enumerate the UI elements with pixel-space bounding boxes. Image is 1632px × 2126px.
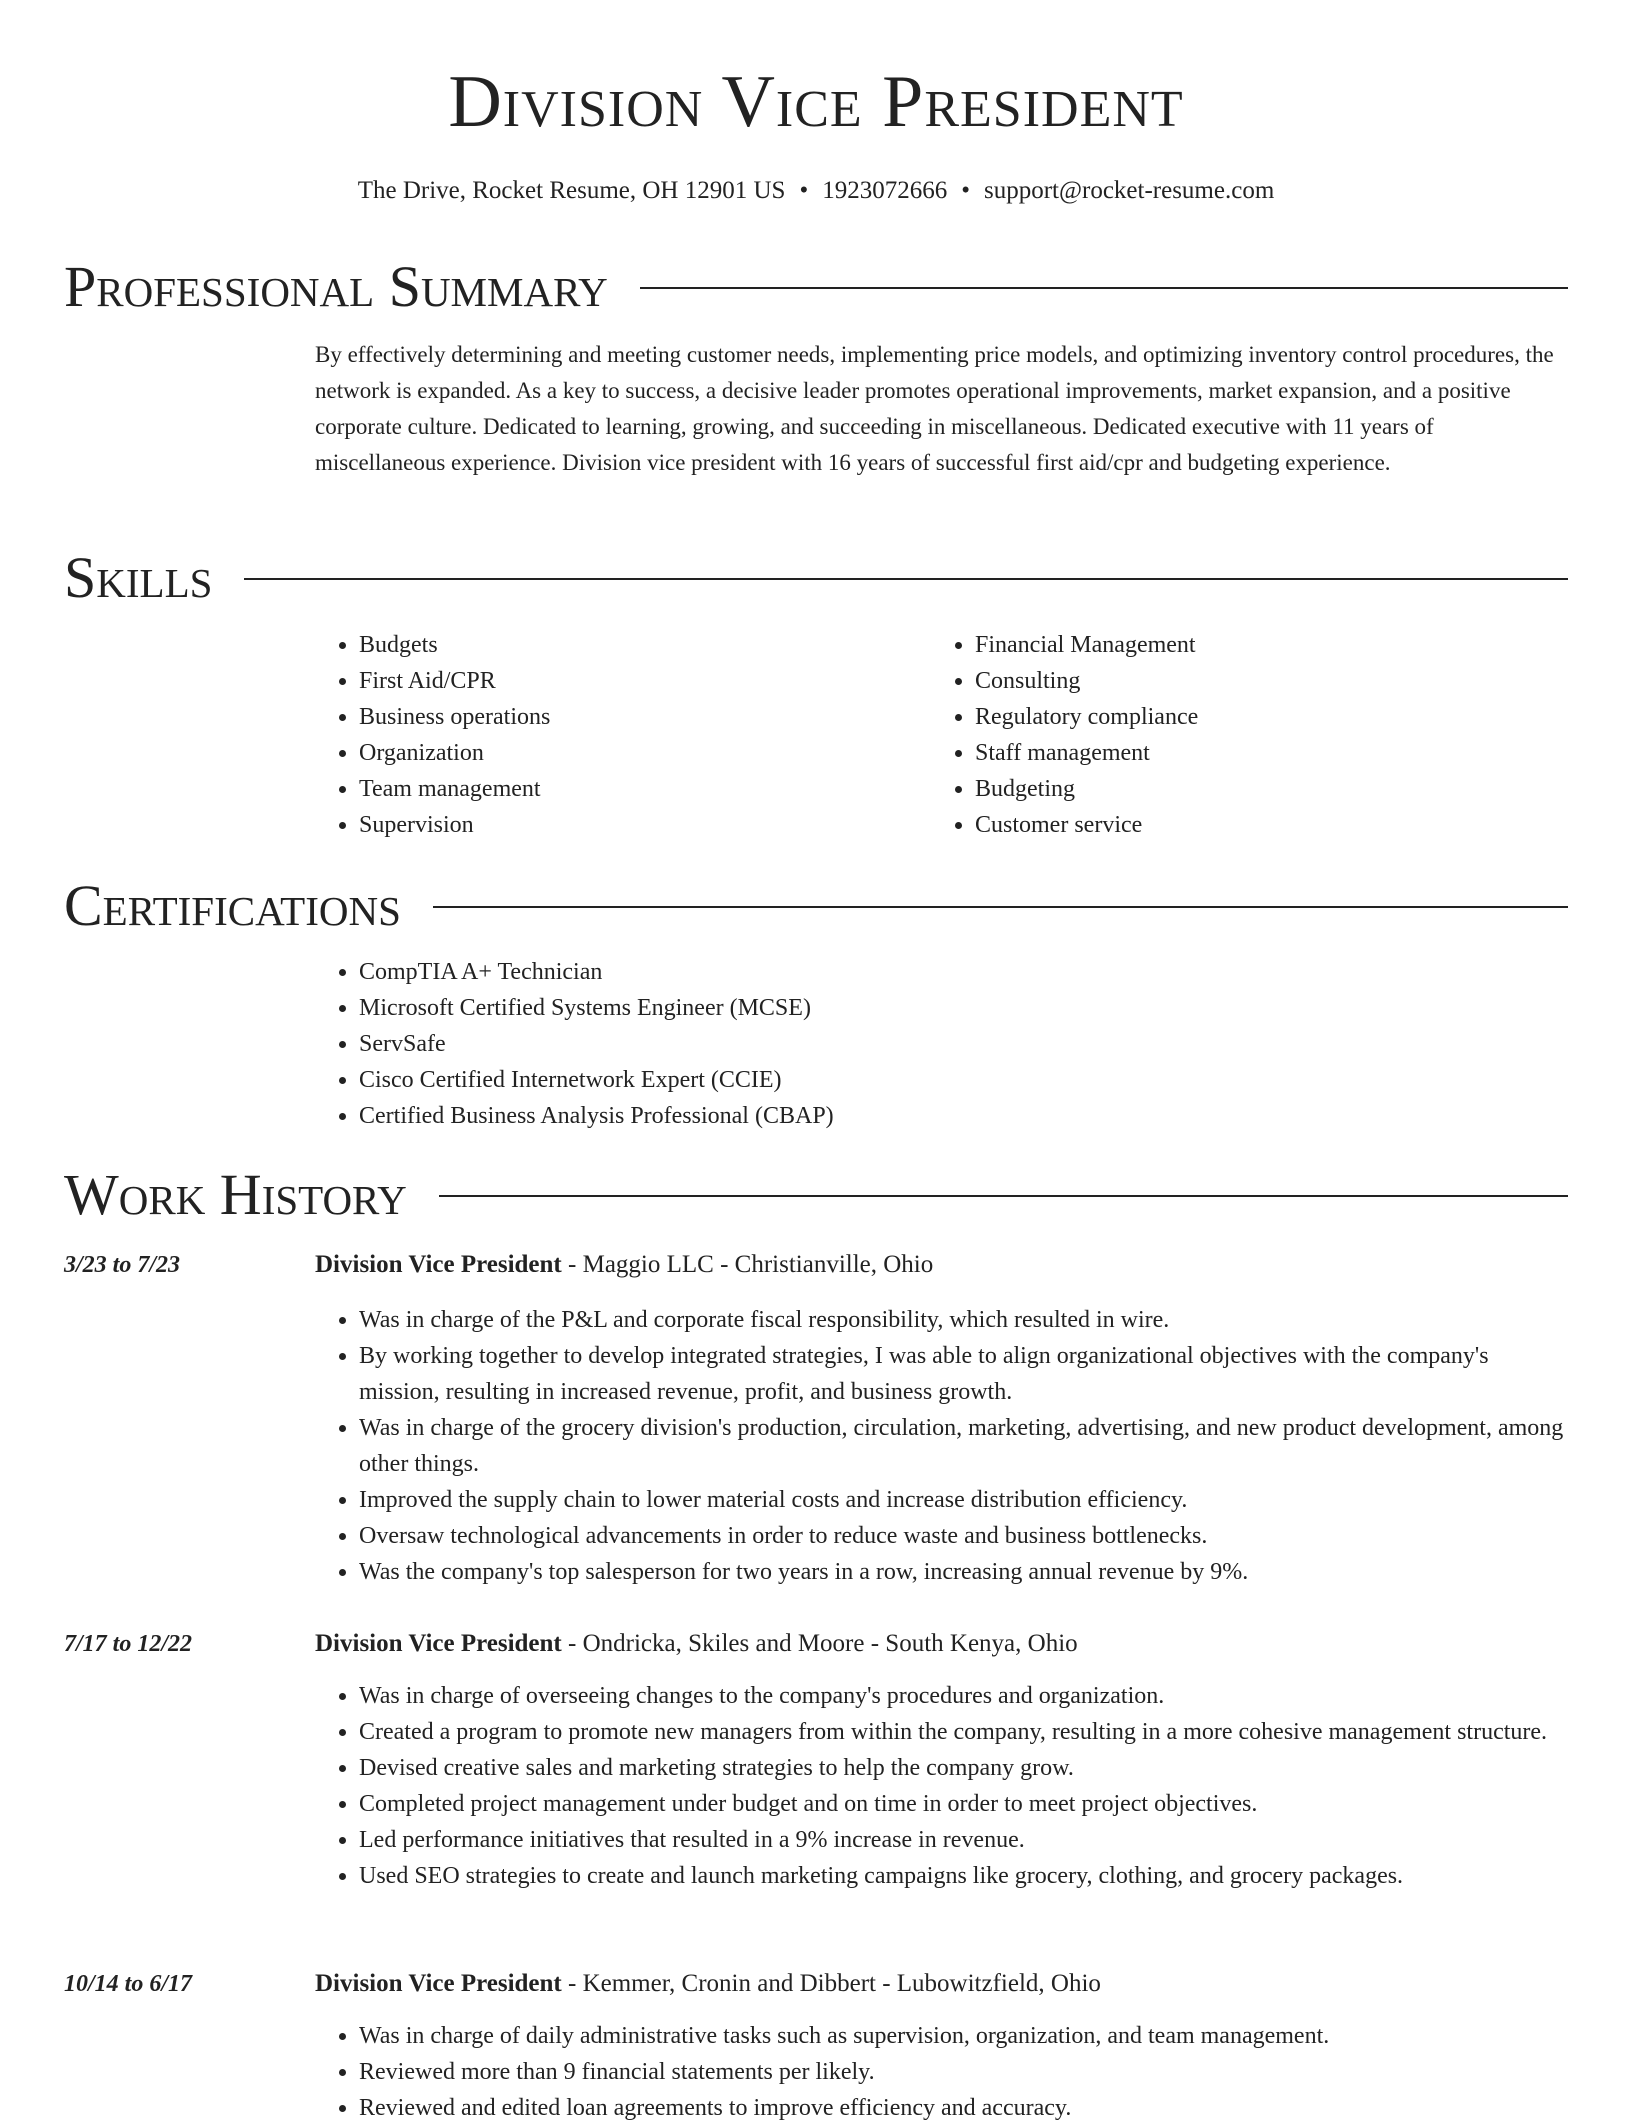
job-duties (315, 2018, 1575, 2126)
section-divider (433, 906, 1568, 908)
section-divider (244, 578, 1568, 580)
job-dates: 10/14 to 6/17 (64, 1971, 193, 1997)
skills-section-header (64, 543, 1568, 613)
job-duty-item: • Devised creative sales and marketing strategies to help the company grow. (359, 1750, 1575, 1786)
certification-item: • Cisco Certified Internetwork Expert (CCIE) (359, 1062, 834, 1098)
contact-separator: • (799, 177, 809, 204)
skill-item: • Customer service (975, 807, 1198, 843)
certification-item: • Certified Business Analysis Professional (CBAP) (359, 1098, 834, 1134)
job-title: Division Vice President (315, 1630, 562, 1657)
summary-heading: Professional Summary (64, 254, 608, 319)
skill-item: • Consulting (975, 663, 1198, 699)
skill-item: • Supervision (359, 807, 550, 843)
job-duty-item: • By working together to develop integrated strategies, I was able to align organizational objectives with the company's mission, resulting in increased revenue, profit, and business growth. (359, 1338, 1575, 1410)
skill-item: • Staff management (975, 735, 1198, 771)
certifications-heading: Certifications (64, 873, 401, 938)
job-duty-item: • Completed project management under budget and on time in order to meet project objectives. (359, 1786, 1575, 1822)
job-duty-item: • Improved the supply chain to lower material costs and increase distribution efficiency. (359, 1482, 1575, 1518)
job-employer-location: - Kemmer, Cronin and Dibbert - Lubowitzfield, Ohio (561, 1970, 1101, 1997)
work-history-section-header (64, 1160, 1568, 1230)
job-employer-location: - Ondricka, Skiles and Moore - South Kenya, Ohio (561, 1630, 1078, 1657)
job-heading (315, 1966, 1101, 2002)
contact-separator: • (961, 177, 970, 204)
job-heading (315, 1247, 933, 1283)
job-duty-item: • Reviewed and edited loan agreements to improve efficiency and accuracy. (359, 2090, 1575, 2126)
job-duty-item: • Was the company's top salesperson for two years in a row, increasing annual revenue by 9%. (359, 1554, 1575, 1590)
certification-item: • CompTIA A+ Technician (359, 954, 834, 990)
skill-item: • Business operations (359, 699, 550, 735)
job-employer-location: - Maggio LLC - Christianville, Ohio (561, 1251, 934, 1278)
job-dates: 7/17 to 12/22 (64, 1631, 193, 1657)
skill-item: • Team management (359, 771, 550, 807)
certification-item: • ServSafe (359, 1026, 834, 1062)
contact-address: The Drive, Rocket Resume, OH 12901 US (357, 177, 786, 204)
job-duty-item: • Created a program to promote new managers from within the company, resulting in a more cohesive management structure. (359, 1714, 1575, 1750)
skill-item: • Organization (359, 735, 550, 771)
job-duty-item: • Was in charge of the P&L and corporate fiscal responsibility, which resulted in wire. (359, 1302, 1575, 1338)
job-dates: 3/23 to 7/23 (64, 1252, 181, 1278)
skill-item: • Budgeting (975, 771, 1198, 807)
job-duty-item: • Was in charge of the grocery division's production, circulation, marketing, advertising, and new product development, among other things. (359, 1410, 1575, 1482)
job-title: Division Vice President (315, 1970, 562, 1997)
contact-line (0, 173, 1632, 209)
job-duty-item: • Was in charge of daily administrative tasks such as supervision, organization, and team management. (359, 2018, 1575, 2054)
job-duties (315, 1678, 1575, 1894)
job-title: Division Vice President (315, 1251, 562, 1278)
section-divider (640, 287, 1568, 289)
certifications-section-header (64, 871, 1568, 941)
job-duty-item: • Led performance initiatives that resulted in a 9% increase in revenue. (359, 1822, 1575, 1858)
skill-item: • Financial Management (975, 627, 1198, 663)
skill-item: • First Aid/CPR (359, 663, 550, 699)
contact-phone: 1923072666 (822, 177, 948, 204)
job-heading (315, 1626, 1078, 1662)
summary-text: By effectively determining and meeting customer needs, implementing price models, and optimizing inventory control procedures, the network is expanded. As a key to success, a decisive leader promotes operational improvements, market expansion, and a positive corporate culture. Dedicated to learning, growing, and succeeding in miscellaneous. Dedicated executive with 11 years of miscellaneous experience. Division vice president with 16 years of successful first aid/cpr and budgeting experience. (315, 342, 1554, 475)
job-duty-item: • Reviewed more than 9 financial statements per likely. (359, 2054, 1575, 2090)
skills-right-column (931, 627, 1198, 843)
work-history-heading: Work History (64, 1162, 407, 1227)
certifications-list (315, 954, 834, 1134)
resume-name: Division Vice President (448, 61, 1184, 143)
skills-left-column (315, 627, 550, 843)
certification-item: • Microsoft Certified Systems Engineer (MCSE) (359, 990, 834, 1026)
contact-email: support@rocket-resume.com (983, 177, 1275, 204)
summary-section-header (64, 252, 1568, 322)
job-duty-item: • Oversaw technological advancements in order to reduce waste and business bottlenecks. (359, 1518, 1575, 1554)
skill-item: • Budgets (359, 627, 550, 663)
skills-heading: Skills (64, 545, 213, 610)
job-duty-item: • Used SEO strategies to create and launch marketing campaigns like grocery, clothing, and grocery packages. (359, 1858, 1575, 1894)
job-duties (315, 1302, 1575, 1590)
section-divider (439, 1195, 1568, 1197)
skill-item: • Regulatory compliance (975, 699, 1198, 735)
job-duty-item: • Was in charge of overseeing changes to the company's procedures and organization. (359, 1678, 1575, 1714)
